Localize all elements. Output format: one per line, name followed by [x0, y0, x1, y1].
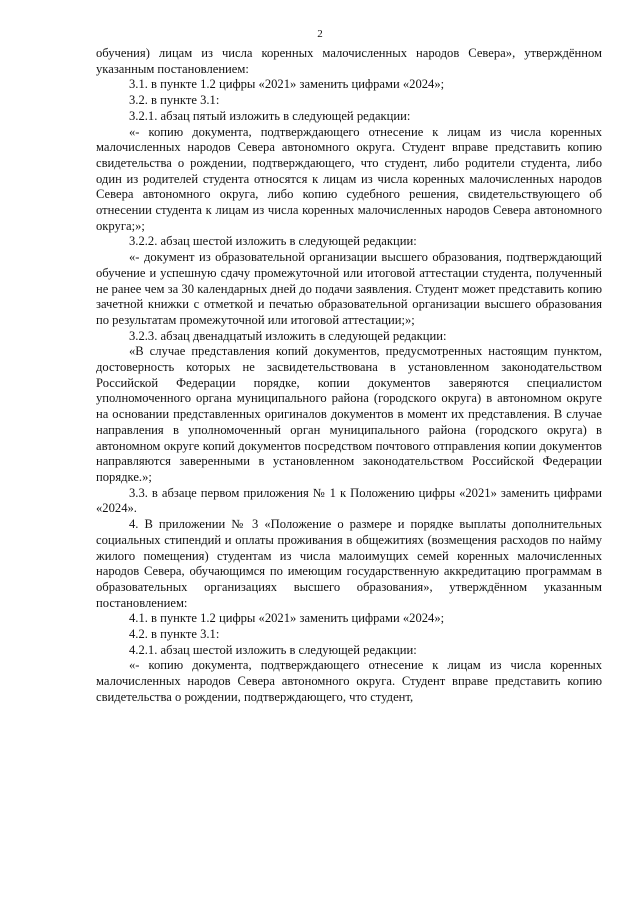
paragraph: «- документ из образовательной организации высшего образования, подтверждающий обучение и успешную сдачу промежуточной или итоговой аттестации студента, полученный не ранее чем за 30 календарных дней до подачи заявления. Студент может представить копию зачетной книжки с отметкой и печатью образовательной организации высшего образования по результатам промежуточной или итоговой аттестации;»;: [96, 250, 602, 327]
paragraph: 4.2.1. абзац шестой изложить в следующей редакции:: [129, 642, 417, 657]
paragraph: «- копию документа, подтверждающего отнесение к лицам из числа коренных малочисленных народов Севера автономного округа. Студент вправе представить копию свидетельства о рождении, подтверждающего, что студент, либо родители студента, либо один из родителей студента относятся к лицам из числа коренных малочисленных народов Севера автономного округа, либо копию судебного решения, свидетельствующего об отнесении студента к лицам из числа коренных малочисленных народов Севера автономного округа;»;: [96, 124, 602, 233]
paragraph: 4.2. в пункте 3.1:: [129, 627, 220, 642]
paragraph: обучения) лицам из числа коренных малочисленных народов Севера», утверждённом указанным постановлением:: [96, 46, 602, 76]
paragraph: 4. В приложении № 3 «Положение о размере и порядке выплаты дополнительных социальных стипендий и оплаты проживания в общежитиях (возмещения расходов по найму жилого помещения) студентам из числа малоимущих семей коренных малочисленных народов Севера, обучающимся по имеющим государственную аккредитацию программам в образовательных организациях высшего образования», утверждённом указанным постановлением:: [96, 517, 602, 610]
paragraph: 4.1. в пункте 1.2 цифры «2021» заменить цифрами «2024»;: [129, 611, 445, 626]
paragraph: «В случае представления копий документов, предусмотренных настоящим пунктом, достоверность которых не засвидетельствована в установленном законодательством Российской Федерации порядке, копии документов заверяются специалистом уполномоченного органа муниципального района (городского округа) в автономном округе на основании представленных оригиналов документов в момент их представления. В случае направления в уполномоченный орган муниципального района (городского округа) в автономном округе копий документов посредством почтового отправления копии документов направляются заверенными в установленном законодательством Российской Федерации порядке.»;: [96, 344, 602, 484]
paragraph: «- копию документа, подтверждающего отнесение к лицам из числа коренных малочисленных народов Севера автономного округа. Студент вправе представить копию свидетельства о рождении, подтверждающего, что студент,: [96, 658, 602, 704]
document-body: [96, 46, 602, 706]
paragraph: 3.2.1. абзац пятый изложить в следующей редакции:: [129, 108, 411, 123]
paragraph: 3.1. в пункте 1.2 цифры «2021» заменить цифрами «2024»;: [129, 77, 445, 92]
page-number: 2: [317, 28, 323, 40]
paragraph: 3.2. в пункте 3.1:: [129, 93, 220, 108]
paragraph: 3.3. в абзаце первом приложения № 1 к Положению цифры «2021» заменить цифрами «2024».: [96, 485, 602, 516]
paragraph: 3.2.2. абзац шестой изложить в следующей редакции:: [129, 234, 417, 249]
paragraph: 3.2.3. абзац двенадцатый изложить в следующей редакции:: [129, 328, 447, 343]
